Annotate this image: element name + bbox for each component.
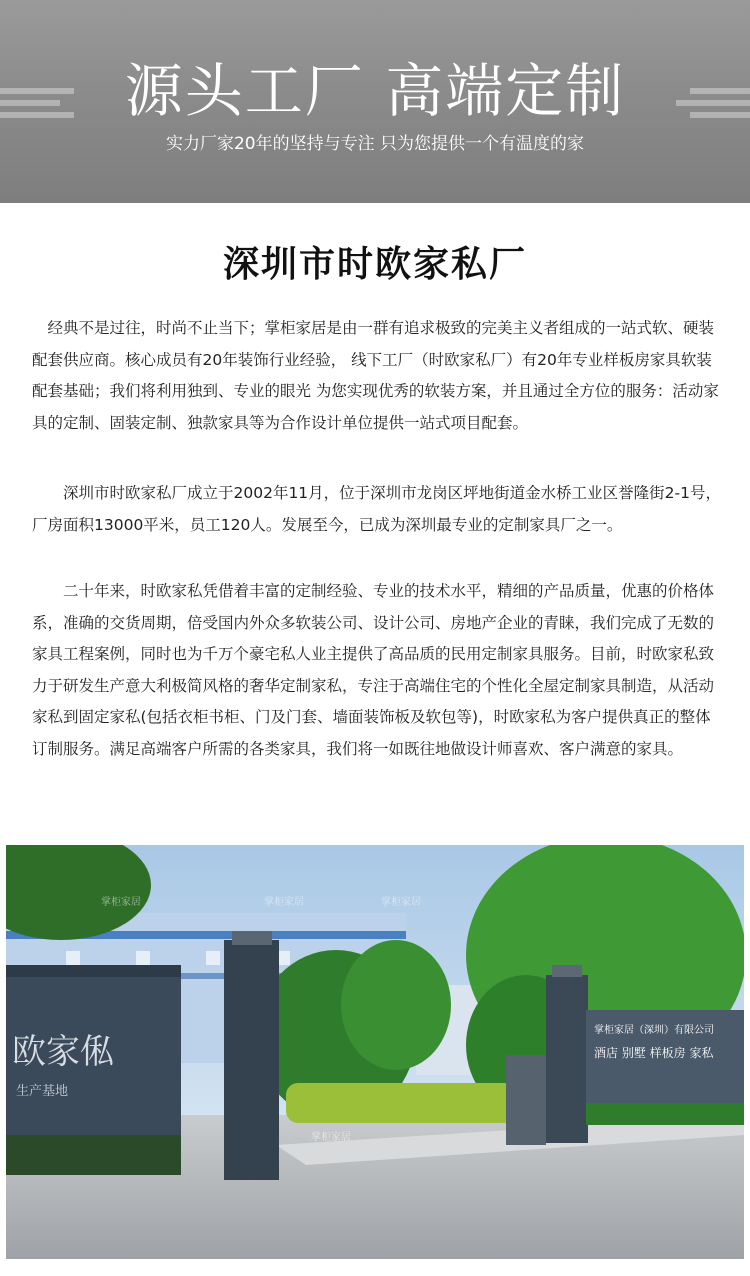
paragraph-history: 深圳市时欧家私厂成立于2002年11月，位于深圳市龙岗区坪地街道金水桥工业区誉隆街2-1号，厂房面积13000平米，员工120人。发展至今，已成为深圳最专业的定制家具厂之一。 [32,484,721,534]
top-banner [0,0,750,203]
company-name: 深圳市时欧家私厂 [222,244,527,285]
left-wall-sign: 欧家俬 [12,1032,114,1072]
factory-gate-photo [6,845,744,1259]
right-wall-company: 掌柜家居（深圳）有限公司 [594,1025,714,1036]
factory-gate-illustration [6,845,744,1259]
right-wall-services: 酒店 别墅 样板房 家私 [594,1046,714,1060]
gate [506,1055,546,1145]
left-pillar [224,940,279,1180]
watermark-3: 掌柜家居 [381,897,421,908]
watermark-4: 掌柜家居 [311,1132,351,1143]
watermark-2: 掌柜家居 [264,897,304,908]
paragraph-intro: 经典不是过往，时尚不止当下；掌柜家居是由一群有追求极致的完美主义者组成的一站式软、硬装配套供应商。核心成员有20年装饰行业经验， 线下工厂（时欧家私厂）有20年专业样板房家具软装配套基础；我们将利用独到、专业的眼光 为您实现优秀的软装方案，并且通过全方位的服务：活动家具的定制、固装定制、独款家具等为合作设计单位提供一站式项目配套。 [32,319,719,432]
hedge [286,1083,516,1123]
right-pillar [546,975,588,1143]
paragraph-experience: 二十年来，时欧家私凭借着丰富的定制经验、专业的技术水平，精细的产品质量，优惠的价格体系，准确的交货周期，倍受国内外众多软装公司、设计公司、房地产企业的青睐，我们完成了无数的家具工程案例，同时也为千万个豪宅私人业主提供了高品质的民用定制家具服务。目前，时欧家私致力于研发生产意大利极简风格的奢华定制家私，专注于高端住宅的个性化全屋定制家具制造，从活动家私到固定家私(包括衣柜书柜、门及门套、墙面装饰板及软包等)，时欧家私为客户提供真正的整体订制服务。满足高端客户所需的各类家具，我们将一如既往地做设计师喜欢、客户满意的家具。 [32,582,715,758]
left-wall-small: 生产基地 [16,1084,69,1099]
watermark-1: 掌柜家居 [101,897,141,908]
banner-subtitle: 实力厂家20年的坚持与专注 只为您提供一个有温度的家 [165,134,585,154]
banner-title: 源头工厂 高端定制 [124,57,626,125]
